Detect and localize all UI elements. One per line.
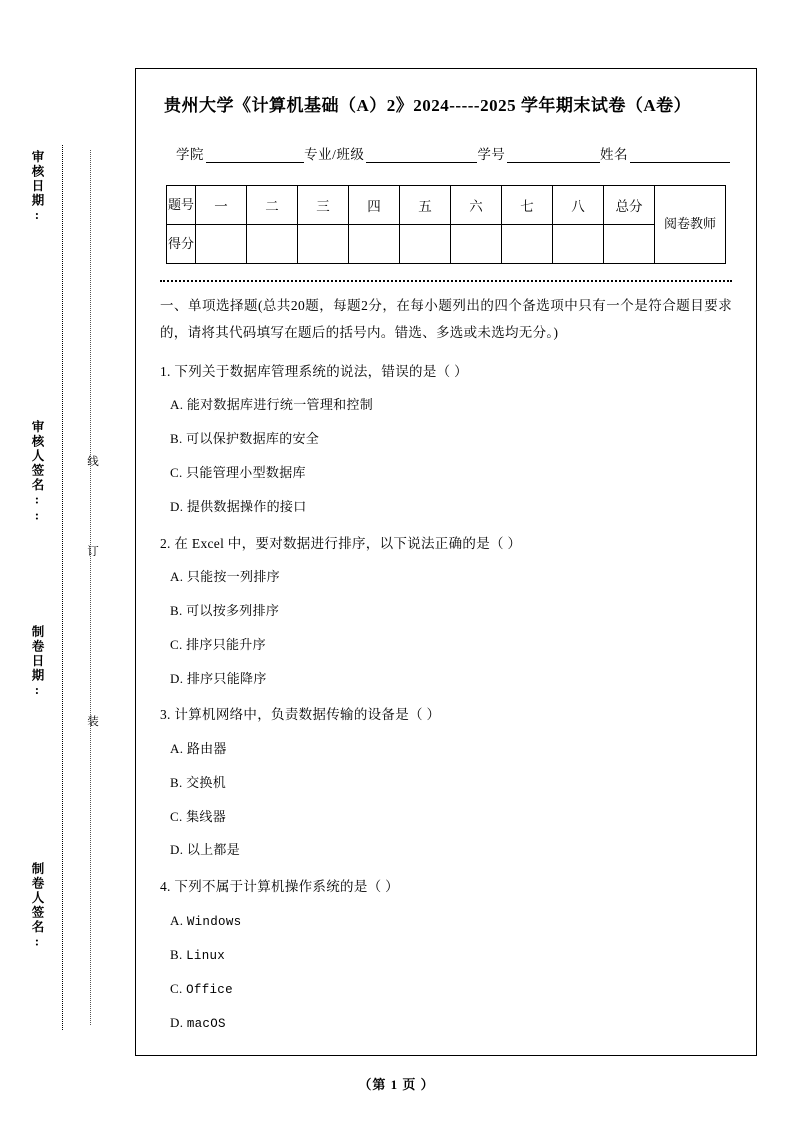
question-text: 下列不属于计算机操作系统的是（ ） [174, 879, 399, 895]
option-item[interactable] [170, 395, 732, 416]
college-label: 学院 [176, 146, 204, 162]
option-text: 以上都是 [186, 842, 241, 858]
option-text: Linux [186, 948, 226, 963]
option-text: 可以保护数据库的安全 [186, 431, 320, 447]
table-row-question-numbers [167, 185, 726, 224]
paper-signature-note: 制卷人签名: [30, 862, 44, 951]
page-title: 贵州大学《计算机基础（A）2》2024-----2025 学年期末试卷（A卷） [164, 96, 692, 115]
name-label: 姓名 [600, 146, 629, 162]
option-key: B. [170, 602, 183, 618]
paper-date-note: 制卷日期: [30, 625, 44, 699]
page-footer: （第 1 页 ） [358, 1077, 435, 1092]
option-key: C. [170, 464, 183, 480]
option-key: D. [170, 670, 184, 686]
name-input[interactable] [630, 148, 730, 163]
option-text: Office [186, 982, 233, 997]
question-number: 4. [160, 879, 171, 895]
option-key: A. [170, 740, 184, 756]
score-cell-6[interactable] [451, 224, 502, 263]
col-8: 八 [553, 185, 604, 224]
col-marking-teacher: 阅卷教师 [655, 185, 726, 263]
option-text: macOS [186, 1016, 226, 1031]
question-text: 计算机网络中，负责数据传输的设备是（ ） [174, 707, 441, 723]
option-key: C. [170, 636, 183, 652]
col-6: 六 [451, 185, 502, 224]
question-number: 3. [160, 707, 171, 723]
option-text: 能对数据库进行统一管理和控制 [186, 397, 374, 413]
option-item[interactable] [170, 567, 732, 588]
review-date-note: 审核日期: [30, 150, 44, 224]
row-label-question-number: 题号 [167, 185, 196, 224]
major-class-label: 专业/班级 [304, 146, 365, 162]
question-text: 下列关于数据库管理系统的说法，错误的是（ ） [174, 363, 468, 379]
score-cell-3[interactable] [298, 224, 349, 263]
option-key: A. [170, 397, 184, 413]
option-key: A. [170, 569, 184, 585]
col-7: 七 [502, 185, 553, 224]
col-2: 二 [247, 185, 298, 224]
score-cell-8[interactable] [553, 224, 604, 263]
option-text: 交换机 [186, 774, 226, 790]
option-item[interactable] [170, 739, 732, 760]
question-number: 2. [160, 535, 171, 551]
exam-paper [135, 68, 757, 1056]
option-item[interactable] [170, 463, 732, 484]
option-key: C. [170, 980, 183, 996]
seal-mark-seal: 装 [86, 715, 98, 730]
question-number: 1. [160, 363, 171, 379]
major-class-input[interactable] [366, 148, 477, 163]
student-id-label: 学号 [477, 146, 506, 162]
option-text: 路由器 [186, 740, 227, 756]
option-text: Windows [186, 914, 242, 929]
seal-mark-bind: 订 [86, 545, 98, 560]
score-cell-2[interactable] [247, 224, 298, 263]
question-stem [160, 704, 732, 726]
margin-dotted-divider [62, 145, 63, 1030]
row-label-score: 得分 [167, 224, 196, 263]
option-key: B. [170, 946, 183, 962]
col-1: 一 [196, 185, 247, 224]
score-cell-total[interactable] [604, 224, 655, 263]
option-key: C. [170, 808, 183, 824]
option-key: D. [170, 1014, 184, 1030]
option-text: 提供数据操作的接口 [186, 498, 307, 514]
col-4: 四 [349, 185, 400, 224]
reviewer-signature-note: 审核人签名:: [30, 420, 44, 525]
option-key: B. [170, 774, 183, 790]
option-text: 集线器 [186, 808, 226, 824]
option-key: A. [170, 912, 184, 928]
col-5: 五 [400, 185, 451, 224]
option-item[interactable] [170, 807, 732, 828]
option-item[interactable] [170, 945, 732, 966]
option-item[interactable] [170, 669, 732, 690]
student-id-input[interactable] [507, 148, 600, 163]
option-text: 排序只能升序 [186, 636, 266, 652]
option-item[interactable] [170, 601, 732, 622]
seal-dotted-line [90, 150, 91, 1025]
col-total: 总分 [604, 185, 655, 224]
option-item[interactable] [170, 497, 732, 518]
col-3: 三 [298, 185, 349, 224]
option-text: 只能按一列排序 [186, 569, 280, 585]
table-row-scores [167, 224, 726, 263]
college-input[interactable] [206, 148, 304, 163]
option-item[interactable] [170, 429, 732, 450]
score-cell-4[interactable] [349, 224, 400, 263]
option-item[interactable] [170, 911, 732, 932]
option-key: D. [170, 842, 184, 858]
option-item[interactable] [170, 1013, 732, 1034]
question-stem [160, 361, 732, 383]
option-key: D. [170, 498, 184, 514]
score-table [166, 185, 726, 264]
option-item[interactable] [170, 635, 732, 656]
option-item[interactable] [170, 773, 732, 794]
section-divider [160, 280, 732, 282]
option-text: 只能管理小型数据库 [186, 464, 306, 480]
option-item[interactable] [170, 979, 732, 1000]
question-stem [160, 533, 732, 555]
section-intro: 一、单项选择题(总共20题，每题2分，在每小题列出的四个备选项中只有一个是符合题目要求的，请将其代码填写在题后的括号内。错选、多选或未选均无分。) [160, 297, 732, 340]
question-text: 在 Excel 中，要对数据进行排序，以下说法正确的是（ ） [174, 535, 522, 551]
option-item[interactable] [170, 840, 732, 861]
option-text: 可以按多列排序 [186, 602, 280, 618]
option-text: 排序只能降序 [186, 670, 267, 686]
student-info-line [176, 143, 730, 163]
score-cell-1[interactable] [196, 224, 247, 263]
question-stem [160, 876, 732, 898]
option-key: B. [170, 431, 183, 447]
seal-mark-line: 线 [86, 455, 98, 470]
score-cell-7[interactable] [502, 224, 553, 263]
score-cell-5[interactable] [400, 224, 451, 263]
